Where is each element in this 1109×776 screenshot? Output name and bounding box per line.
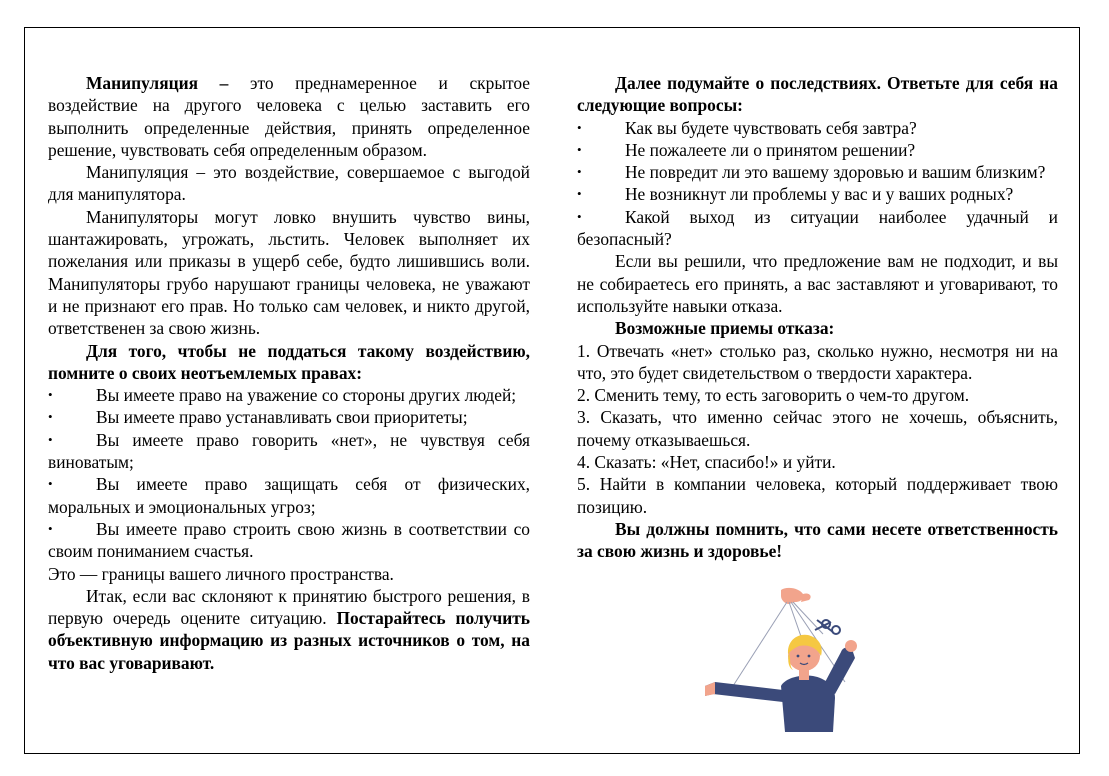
rights-list-item: • Вы имеете право говорить «нет», не чувствуя себя виноватым; (48, 429, 530, 473)
refusal-methods-heading: Возможные приемы отказа: (615, 318, 835, 339)
closing-statement: Вы должны помнить, что сами несете ответственность за свою жизнь и здоровье! (577, 518, 1058, 562)
rights-list-item: • Вы имеете право строить свою жизнь в соответствии со своим пониманием счастья. (48, 518, 530, 562)
bullet-icon: • (577, 164, 582, 180)
bullet-icon: • (48, 387, 53, 403)
bullet-icon: • (48, 431, 53, 447)
consequences-heading: Далее подумайте о последствиях. Ответьте для себя на следующие вопросы: (577, 73, 1058, 116)
question-list-item: • Не возникнут ли проблемы у вас и у ваших родных? (577, 184, 1014, 205)
rights-list-item: • Вы имеете право устанавливать свои приоритеты; (48, 407, 468, 428)
question-list-item: • Как вы будете чувствовать себя завтра? (577, 117, 917, 138)
refusal-intro-paragraph: Если вы решили, что предложение вам не подходит, и вы не собираетесь его принять, а вас заставляют и уговаривают, то используйте навыки отказа. (577, 251, 1058, 316)
rights-heading: Для того, чтобы не поддаться такому воздействию, помните о своих неотъемлемых правах: (48, 340, 530, 383)
scissors-icon (815, 620, 840, 634)
bullet-icon: • (577, 186, 582, 202)
left-column (48, 72, 530, 674)
bullet-icon: • (577, 141, 582, 157)
manipulation-benefit-paragraph: Манипуляция – это воздействие, совершаемое с выгодой для манипулятора. (48, 162, 530, 205)
bullet-icon: • (48, 520, 53, 536)
boundaries-line: Это — границы вашего личного пространства. (48, 563, 394, 584)
question-list-item: • Не пожалеете ли о принятом решении? (577, 139, 916, 160)
assess-situation-paragraph: Итак, если вас склоняют к принятию быстрого решения, в первую очередь оцените ситуацию. Постарайтесь получить объективную информацию из разных источников о том, на что вас уговаривают. (48, 585, 530, 673)
raised-hand (845, 640, 857, 652)
rights-list-item: • Вы имеете право на уважение со стороны других людей; (48, 385, 517, 406)
bullet-icon: • (48, 409, 53, 425)
puppet-body (781, 675, 835, 732)
right-column (577, 72, 1058, 563)
objective-info-advice: Постарайтесь получить объективную информацию из разных источников о том, на что вас уговаривают. (48, 608, 530, 673)
bullet-icon: • (48, 476, 53, 492)
bullet-icon: • (577, 119, 582, 135)
question-list-item: • Не повредит ли это вашему здоровью и вашим близким? (577, 162, 1046, 183)
manipulators-paragraph: Манипуляторы могут ловко внушить чувство вины, шантажировать, угрожать, льстить. Человек выполняет их пожелания или приказы в ущерб себе, будто лишившись воли. Манипуляторы грубо нарушают границы человека, не уважают и не признают его прав. Но только сам человек, и никто другой, ответственен за свою жизнь. (48, 206, 530, 339)
refusal-method-item: 4. Сказать: «Нет, спасибо!» и уйти. (577, 452, 836, 473)
manipulation-definition (48, 72, 530, 161)
manipulation-term: Манипуляция – (86, 73, 229, 93)
extended-arm (705, 682, 783, 702)
rights-list-item: • Вы имеете право защищать себя от физических, моральных и эмоциональных угроз; (48, 474, 530, 517)
refusal-method-item: 5. Найти в компании человека, который поддерживает твою позицию. (577, 474, 1058, 517)
question-list-item: • Какой выход из ситуации наиболее удачный и безопасный? (577, 206, 1058, 250)
bullet-icon: • (577, 208, 582, 224)
puppeteer-hand-icon (781, 588, 811, 604)
refusal-method-item: 1. Отвечать «нет» столько раз, сколько нужно, несмотря ни на что, это будет свидетельством о твердости характера. (577, 340, 1058, 383)
puppet-person-illustration (705, 586, 865, 732)
manipulation-definition-text: это преднамеренное и скрытое воздействие на другого человека с целью заставить его выполнить определенные действия, принять определенное решение, чувствовать себя определенным образом. (48, 73, 531, 160)
refusal-method-item: 3. Сказать, что именно сейчас этого не хочешь, объяснить, почему отказываешься. (577, 407, 1058, 450)
refusal-method-item: 2. Сменить тему, то есть заговорить о чем-то другом. (577, 385, 970, 406)
puppet-strings (733, 602, 845, 686)
